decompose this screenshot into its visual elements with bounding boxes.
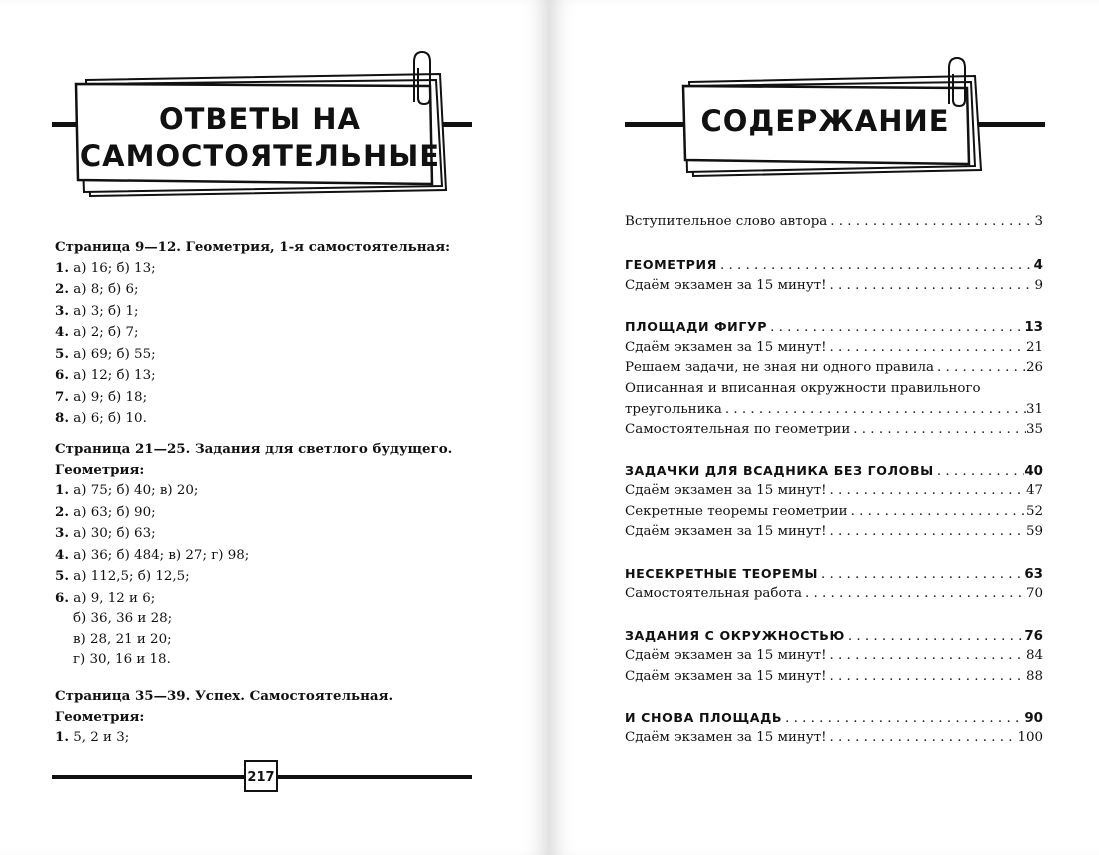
toc-leader-dots: [827, 648, 1026, 663]
title-line-2: САМОСТОЯТЕЛЬНЫЕ: [79, 139, 441, 173]
toc-leader-dots: [722, 402, 1026, 417]
title-banner-right: [549, 0, 1099, 210]
answer-sub-item: б) 36, 36 и 28;: [73, 611, 173, 626]
toc-leader-dots: [827, 524, 1026, 539]
toc-page-number: 47: [1025, 483, 1043, 498]
left-page: [0, 0, 549, 855]
toc-row: [625, 402, 1043, 422]
toc-leader-dots: [827, 278, 1035, 293]
toc-label: ЗАДАНИЯ С ОКРУЖНОСТЬЮ: [625, 628, 845, 643]
toc-label: треугольника: [625, 402, 722, 417]
section-heading: Страница 35—39. Успех. Самостоятельная.: [55, 688, 394, 704]
toc-label: Секретные теоремы геометрии: [625, 504, 848, 519]
toc-leader-dots: [818, 567, 1024, 582]
answer-item: 4. а) 2; б) 7;: [55, 324, 139, 340]
toc-page-number: 9: [1034, 278, 1043, 293]
answer-item: 1. а) 75; б) 40; в) 20;: [55, 482, 199, 498]
toc-leader-dots: [827, 483, 1026, 498]
toc-page-number: 88: [1025, 669, 1043, 684]
answer-sub-item: в) 28, 21 и 20;: [73, 631, 172, 647]
toc-page-number: 3: [1034, 214, 1043, 229]
toc-label: ЗАДАЧКИ ДЛЯ ВСАДНИКА БЕЗ ГОЛОВЫ: [625, 463, 934, 478]
toc-label: ПЛОЩАДИ ФИГУР: [625, 319, 768, 334]
toc-row: [625, 381, 1043, 401]
toc-leader-dots: [717, 258, 1034, 273]
toc-row: [625, 214, 1043, 234]
section-heading: Страница 21—25. Задания для светлого будущего.: [55, 441, 453, 457]
toc-label: Решаем задачи, не зная ни одного правила: [625, 360, 934, 375]
answer-item: 6. а) 9, 12 и 6;: [55, 589, 156, 606]
toc-row: [625, 340, 1043, 360]
toc-label: Сдаём экзамен за 15 минут!: [625, 278, 827, 293]
toc-leader-dots: [767, 320, 1024, 335]
toc-row: [625, 586, 1043, 606]
toc-leader-dots: [827, 730, 1018, 745]
title-banner-left: [0, 0, 549, 210]
toc-leader-dots: [802, 586, 1026, 601]
toc-page-number: 63: [1024, 567, 1043, 582]
toc-page-number: 52: [1025, 504, 1043, 519]
toc-page-number: 70: [1025, 586, 1043, 601]
answer-item: 5. а) 112,5; б) 12,5;: [55, 568, 190, 584]
toc-leader-dots: [827, 214, 1034, 229]
toc-label: И СНОВА ПЛОЩАДЬ: [625, 710, 783, 725]
toc-row: [625, 278, 1043, 298]
answers-section-3: [55, 686, 393, 749]
toc-label: Сдаём экзамен за 15 минут!: [625, 524, 827, 539]
toc-page-number: 90: [1024, 711, 1043, 726]
toc-leader-dots: [850, 422, 1026, 437]
toc-row: [625, 730, 1043, 750]
toc-page-number: 59: [1025, 524, 1043, 539]
toc-page-number: 100: [1017, 730, 1043, 745]
answer-item: 6. а) 12; б) 13;: [55, 367, 156, 383]
toc-leader-dots: [827, 340, 1026, 355]
toc-label: Сдаём экзамен за 15 минут!: [625, 648, 827, 663]
toc-row: [625, 504, 1043, 524]
page-number: 217: [244, 760, 278, 792]
toc-row: [625, 360, 1043, 380]
toc-section-row: [625, 710, 1043, 730]
toc-page-number: 84: [1025, 648, 1043, 663]
toc-label: Сдаём экзамен за 15 минут!: [625, 340, 827, 355]
toc-row: [625, 524, 1043, 544]
toc-leader-dots: [845, 629, 1024, 644]
toc-label: Сдаём экзамен за 15 минут!: [625, 730, 827, 745]
answer-item: 3. а) 30; б) 63;: [55, 525, 156, 541]
page-footer: [52, 760, 472, 794]
answer-item: 7. а) 9; б) 18;: [55, 388, 148, 405]
right-page: [549, 0, 1099, 855]
toc-label: Вступительное слово автора: [625, 214, 828, 229]
toc-section-row: [625, 566, 1043, 586]
toc-label: Описанная и вписанная окружности правильного: [625, 381, 981, 396]
toc-label: ГЕОМЕТРИЯ: [625, 257, 717, 272]
section-subheading: Геометрия:: [55, 461, 145, 478]
toc-section-row: [625, 257, 1043, 277]
toc-section-row: [625, 319, 1043, 339]
toc-label: Сдаём экзамен за 15 минут!: [625, 483, 827, 498]
toc-label: Сдаём экзамен за 15 минут!: [625, 669, 827, 684]
toc-section-row: [625, 463, 1043, 483]
toc-page-number: 21: [1025, 340, 1043, 355]
toc-page-number: 35: [1025, 422, 1043, 437]
toc-page-number: 4: [1033, 258, 1043, 273]
toc-label: Самостоятельная по геометрии: [625, 422, 851, 437]
toc-leader-dots: [934, 360, 1026, 375]
toc-section-row: [625, 628, 1043, 648]
answer-item: 4. а) 36; б) 484; в) 27; г) 98;: [55, 546, 250, 563]
toc-label: НЕСЕКРЕТНЫЕ ТЕОРЕМЫ: [625, 566, 818, 581]
answer-item: 2. а) 8; б) 6;: [55, 281, 139, 297]
toc-page-number: 76: [1024, 629, 1043, 644]
toc-leader-dots: [827, 669, 1026, 684]
footer-rule-left: [52, 775, 244, 779]
answer-item: 2. а) 63; б) 90;: [55, 503, 156, 520]
toc-label: Самостоятельная работа: [625, 586, 802, 601]
toc-leader-dots: [934, 464, 1025, 479]
title-line-1: ОТВЕТЫ НА: [159, 102, 361, 136]
toc-page-number: 26: [1025, 360, 1043, 375]
toc-page-number: 13: [1024, 320, 1043, 335]
answer-item: 1. 5, 2 и 3;: [55, 729, 130, 745]
toc-page-number: 40: [1024, 464, 1043, 479]
toc-page-number: 31: [1025, 402, 1043, 417]
footer-rule-right: [278, 775, 472, 779]
section-heading: Страница 9—12. Геометрия, 1-я самостоятельная:: [55, 239, 451, 255]
answers-section-1: [55, 237, 450, 430]
answer-item: 1. а) 16; б) 13;: [55, 259, 156, 276]
toc-row: [625, 483, 1043, 503]
toc-leader-dots: [782, 711, 1024, 726]
toc-leader-dots: [848, 504, 1026, 519]
toc-title: СОДЕРЖАНИЕ: [700, 104, 950, 138]
toc-row: [625, 648, 1043, 668]
answer-sub-item: г) 30, 16 и 18.: [73, 652, 171, 667]
section-subheading: Геометрия:: [55, 708, 145, 725]
answer-item: 3. а) 3; б) 1;: [55, 302, 139, 319]
toc-row: [625, 669, 1043, 689]
answer-item: 5. а) 69; б) 55;: [55, 345, 156, 362]
answers-section-2: [55, 439, 452, 671]
toc-row: [625, 422, 1043, 442]
answer-item: 8. а) 6; б) 10.: [55, 410, 147, 426]
